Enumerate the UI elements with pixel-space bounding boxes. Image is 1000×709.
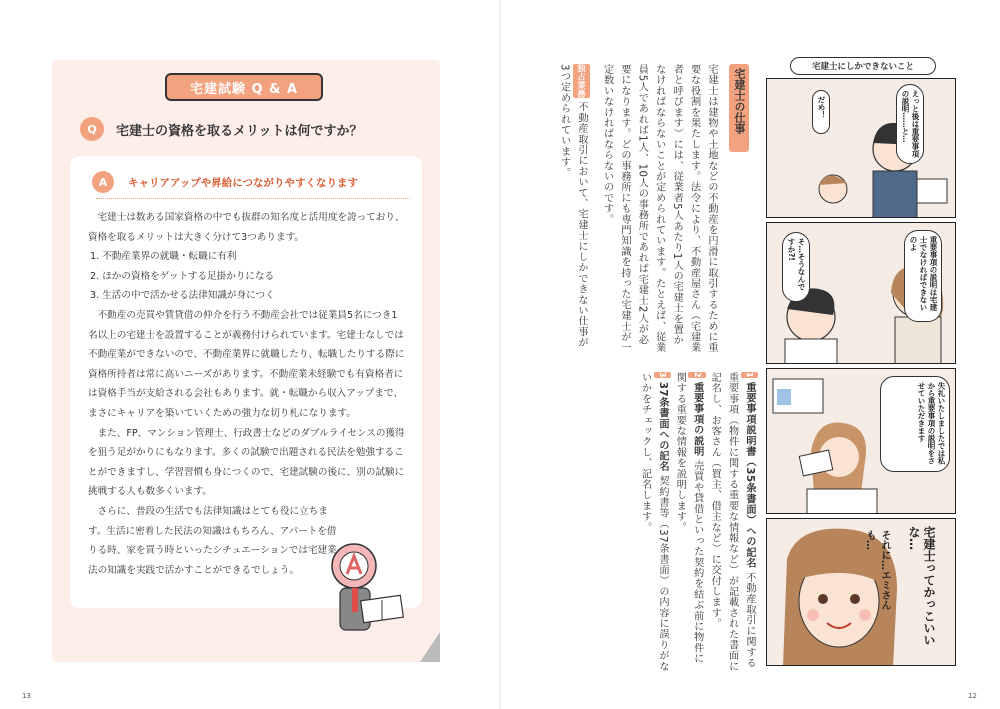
duty-title: 重要事項説明書（35条書面）への記名: [744, 381, 755, 569]
paragraph: また、FP、マンション管理士、行政書士などのダブルライセンスの獲得を狙う足がかりにもなります。多くの試験で出題される民法を勉強することができますし、学習習慣も身につくので、宅建試験の後に、別の試験に挑戦する人も数多くいます。: [88, 427, 405, 498]
duty-item: [636, 372, 671, 672]
answer-badge: A: [92, 171, 114, 193]
section-heading: 宅建士の仕事: [733, 68, 746, 134]
inner-thought: 宅建士ってかっこいいな…: [907, 526, 936, 646]
duty-number: 1: [741, 372, 758, 378]
gutter: [499, 0, 501, 709]
duty-item: [671, 372, 706, 672]
duty-desc: 不動産取引に関する重要事項（物件に関する重要な情報など）が記載された書面に記名し、お客さん（買主、借主など）に交付します。: [709, 372, 755, 672]
answer-row: [92, 172, 358, 192]
paragraph: 不動産の売買や賃貸借の仲介を行う不動産会社では従業員5名につき1名以上の宅建士を設置することが義務付けられています。宅建士なしでは不動産業ができないので、不動産業界に就職したり、転職したりする際に資格所持者は常に高いニーズがあります。不動産業未経験でも有資格者には資格手当が支給される会社もあります。就・転職から収入アップまで、まさにキャリアを築いていくための強力な切り札になります。: [88, 309, 405, 419]
duty-item: [706, 372, 758, 672]
comic-title-box: [790, 57, 936, 75]
paragraph: さらに、普段の生活でも法律知識はとても役に立ちます。生活に密着した民法の知識はもちろん、アパートを借りる時、家を買う時といったシチュエーションでは宅建業法の知識を実践で活かすことができるでしょう。: [88, 505, 337, 576]
question-text: 宅建士の資格を取るメリットは何ですか？: [116, 123, 363, 139]
exclusive-block: [560, 64, 590, 354]
speech-bubble: 失礼いたしましたでは私から重要事項の説明をさせていただきます: [880, 376, 950, 472]
comic-panel-1: [766, 78, 956, 218]
exclusive-tag: 独占業務: [573, 64, 590, 98]
speech-bubble: 重要事項の説明は宅建士でなければできないのよ: [904, 230, 942, 322]
question-badge: Q: [80, 117, 104, 141]
answer-heading: キャリアアップや昇給につながりやすくなります: [128, 176, 359, 189]
intro-text: [590, 64, 720, 354]
panel-1-art: [767, 79, 956, 218]
intro-paragraph: 宅建士は建物や土地などの不動産を円滑に取引するために重要な役割を果たします。法令により、不動産屋さん（宅建業者と呼びます）には、従業者5人あたり1人の宅建士を置かなければならないことが定められています。たとえば、従業員5人であれば1人、10人の事務所であれば宅建士2人が必要になります。どの事務所にも専門知識を持った宅建士が一定数いなければならないのです。: [601, 64, 717, 353]
duty-desc: 契約書等（37条書面）の内容に誤りがないかをチェックし、記名します。: [639, 372, 668, 672]
list-item: 3. 生活の中で活かせる法律知識が身につく: [90, 290, 275, 302]
speech-bubble: だめ！: [812, 90, 830, 134]
list-item: 2. ほかの資格をゲットする足掛かりになる: [90, 270, 275, 282]
list-item: 1. 不動産業界の就職・転職に有利: [90, 251, 237, 263]
qa-title-box: [165, 73, 323, 101]
question-row: [80, 116, 426, 142]
page-number-right: 12: [968, 692, 977, 700]
paragraph: 宅建士は数ある国家資格の中でも抜群の知名度と活用度を誇っており、資格を取るメリットは大きく分けて3つあります。: [88, 212, 405, 243]
page-number-left: 13: [22, 692, 31, 700]
qa-title: 宅建試験 Q & A: [189, 81, 299, 97]
speech-bubble: えっと後は重要事項の説明……と…: [896, 84, 924, 164]
speech-bubble: そ…そうなんですか?!: [782, 232, 810, 302]
exclusive-text: 不動産取引において、宅建士にしかできない仕事が3つ定められています。: [558, 64, 587, 348]
duty-number: 3: [654, 372, 671, 378]
duty-desc: 売買や貸借といった契約を結ぶ前に物件に関する重要な情報を説明します。: [674, 372, 703, 664]
comic-title: 宅建士にしかできないこと: [811, 62, 914, 72]
inner-thought: それに…エミさんも…: [864, 530, 890, 610]
answer-body: [88, 208, 406, 580]
duty-title: 重要事項の説明: [691, 381, 703, 457]
divider: [96, 198, 410, 199]
duty-title: 37条書面への記名: [656, 381, 668, 472]
mascot-illustration: [316, 540, 416, 640]
duty-number: 2: [688, 372, 705, 378]
duties-list: [562, 372, 758, 672]
